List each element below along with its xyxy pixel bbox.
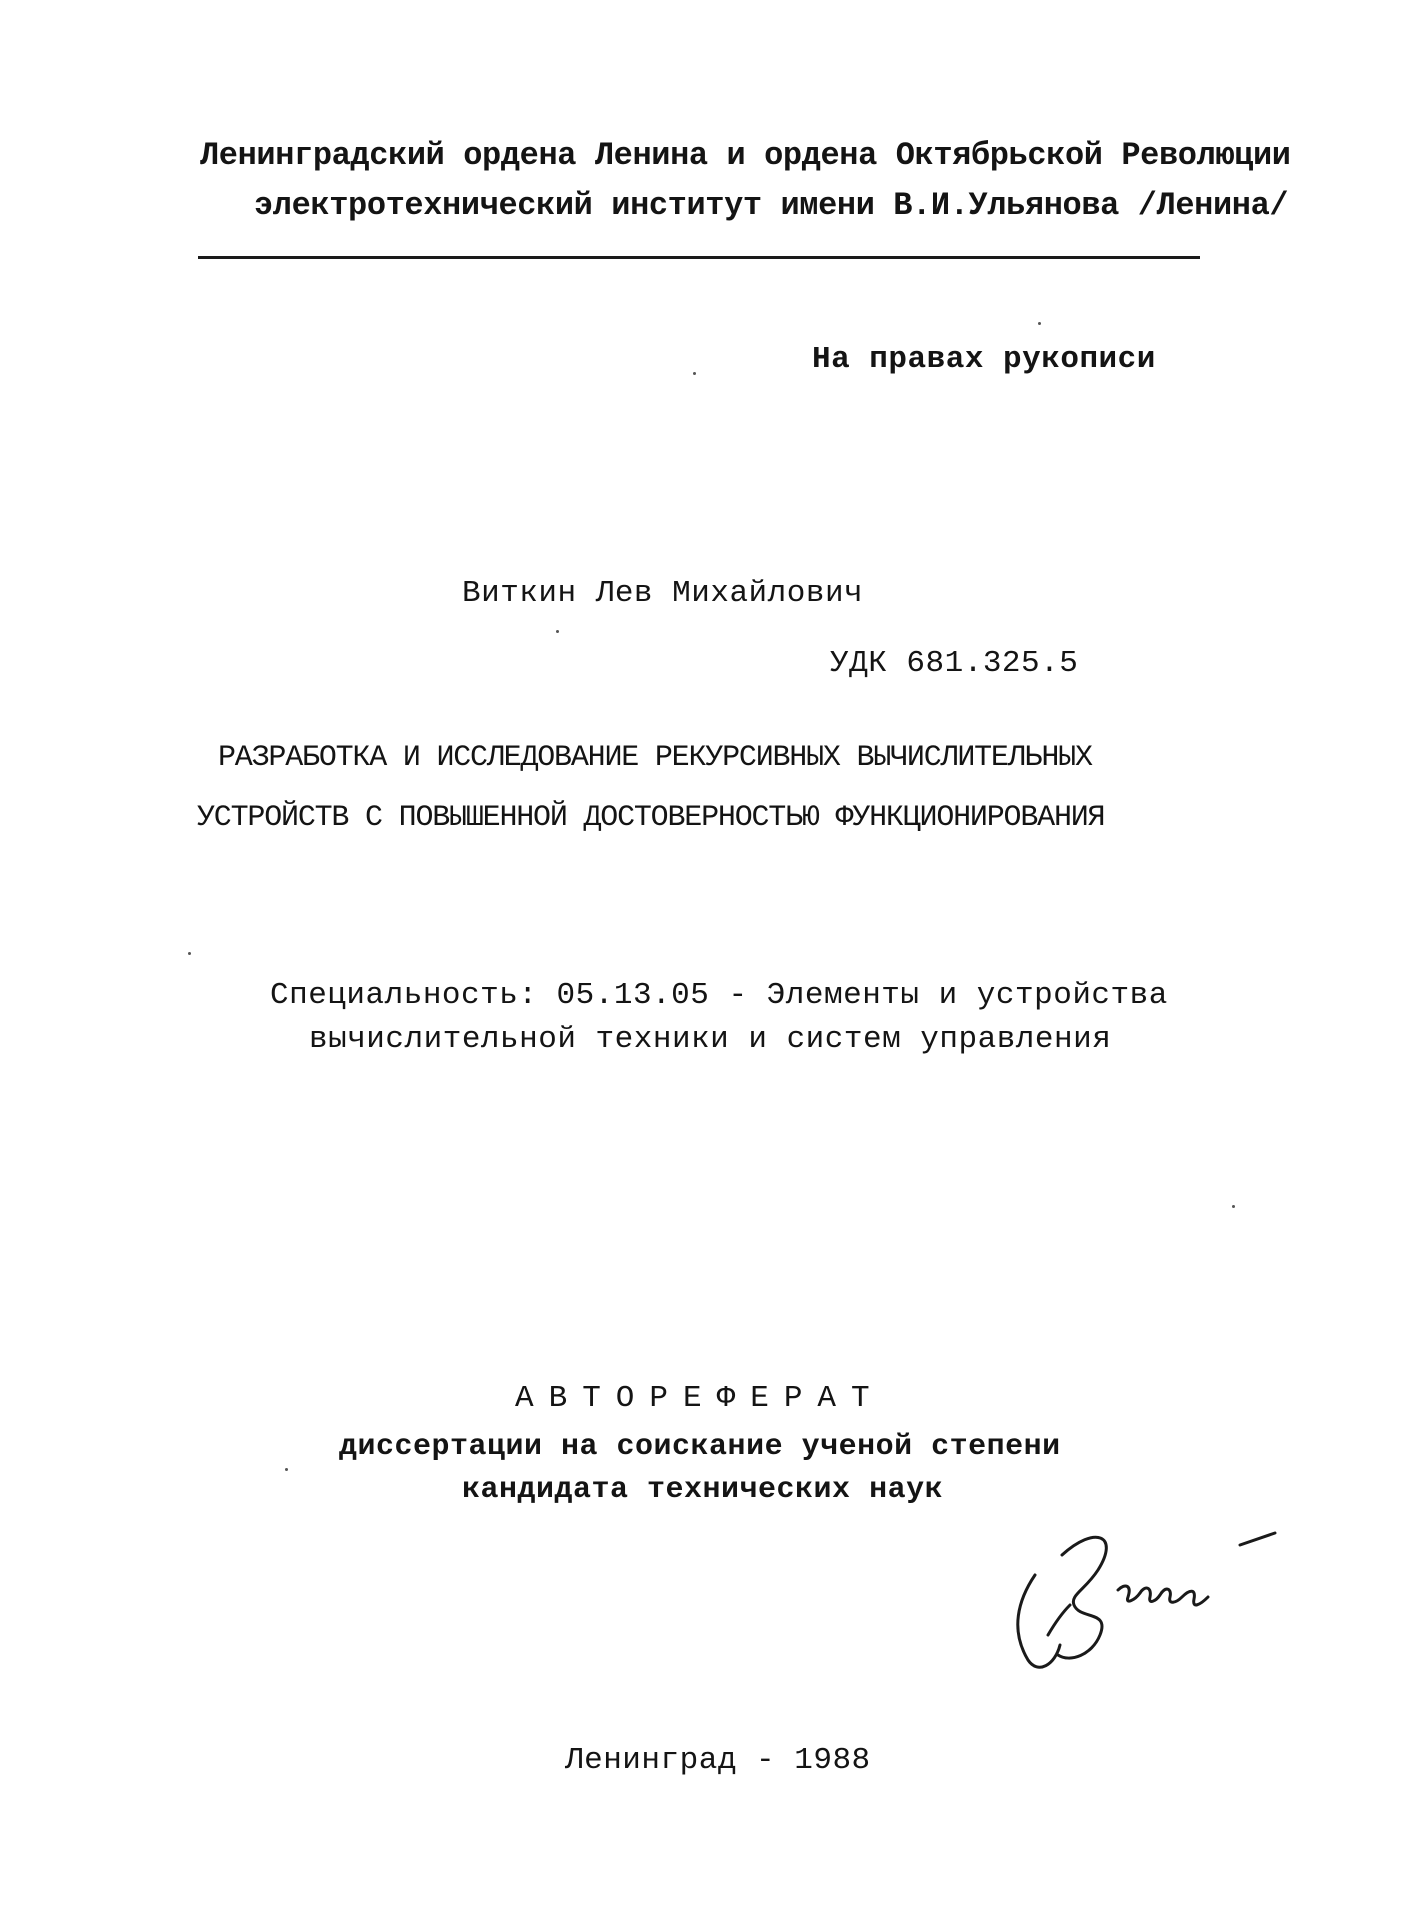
scan-speck (285, 1468, 288, 1471)
dissertation-title-line-2: УСТРОЙСТВ С ПОВЫШЕННОЙ ДОСТОВЕРНОСТЬЮ ФУНКЦИОНИРОВАНИЯ (197, 801, 1105, 835)
specialty-line-2: вычислительной техники и систем управления (309, 1022, 1112, 1057)
handwritten-signature-icon (1000, 1505, 1290, 1680)
specialty-line-1: Специальность: 05.13.05 - Элементы и устройства (270, 978, 1168, 1013)
abstract-line-2: кандидата технических наук (462, 1473, 944, 1507)
city-and-year: Ленинград - 1988 (565, 1743, 871, 1778)
author-name: Виткин Лев Михайлович (462, 576, 864, 611)
scan-speck (1038, 322, 1041, 325)
scan-speck (556, 630, 559, 633)
udk-code: УДК 681.325.5 (830, 646, 1079, 681)
scan-speck (1232, 1205, 1235, 1208)
institution-line-2: электротехнический институт имени В.И.Ульянова /Ленина/ (254, 187, 1289, 224)
header-divider (198, 256, 1200, 259)
dissertation-title-line-1: РАЗРАБОТКА И ИССЛЕДОВАНИЕ РЕКУРСИВНЫХ ВЫЧИСЛИТЕЛЬНЫХ (218, 741, 1092, 775)
abstract-line-1: диссертации на соискание ученой степени (339, 1430, 1061, 1464)
scan-speck (693, 372, 696, 375)
institution-line-1: Ленинградский ордена Ленина и ордена Октябрьской Революции (200, 137, 1291, 174)
scan-speck (188, 952, 191, 955)
manuscript-note: На правах рукописи (812, 342, 1156, 377)
abstract-heading: АВТОРЕФЕРАТ (515, 1381, 885, 1416)
